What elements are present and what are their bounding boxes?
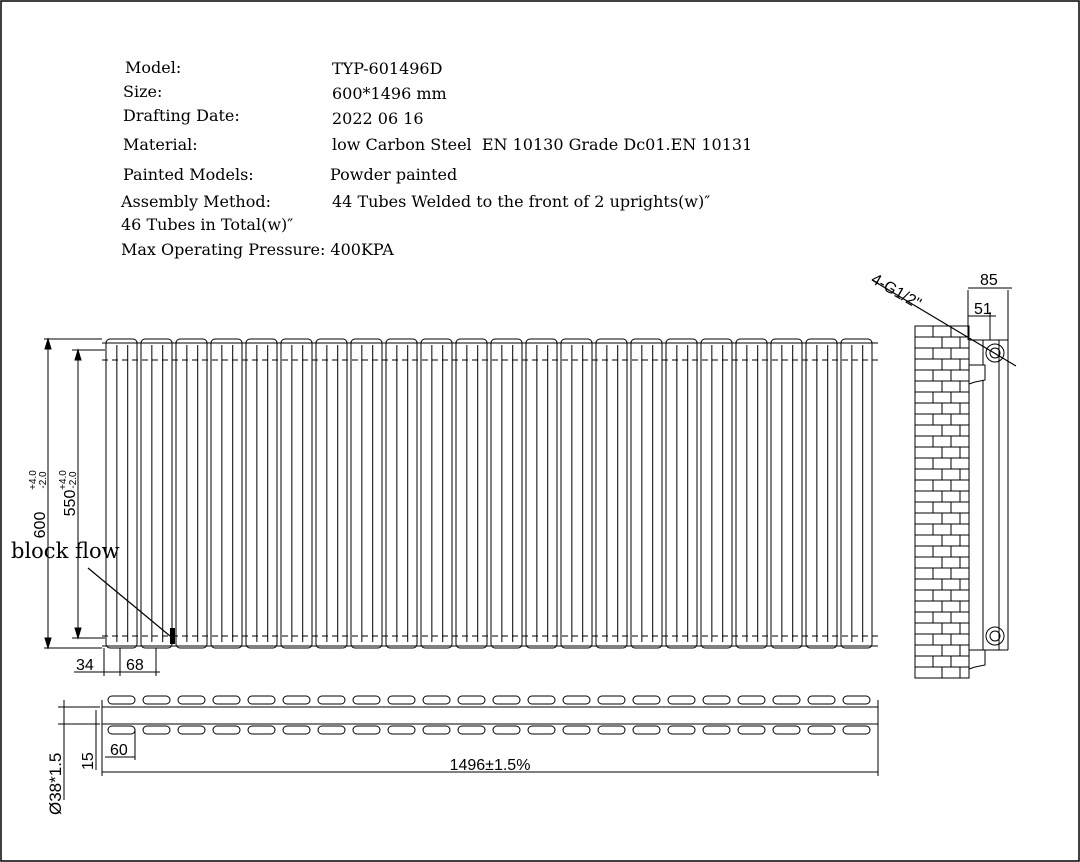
spec-size-label: Size: [123,82,163,101]
height-dim-tol-plus: +4.0 [28,470,39,490]
top-tube [423,726,450,734]
top-tube [843,696,870,704]
spec-max-pressure: Max Operating Pressure: 400KPA [121,240,394,259]
top-tube [703,726,730,734]
front-tube [141,339,172,648]
top-tube [598,726,625,734]
top-tube [773,726,800,734]
top-tube [248,696,275,704]
top-tube [143,696,170,704]
wall-brick-pattern [915,326,969,678]
spec-painted-value: Powder painted [330,165,458,184]
top-tube [563,726,590,734]
center-dim-tol-plus: +4.0 [58,470,69,490]
top-tube [808,726,835,734]
thread-label: 4-G1/2" [868,270,924,313]
center-dim-main: 550 [62,489,79,517]
top-tube [528,726,555,734]
dim-15: 15 [80,752,97,770]
spec-date-label: Drafting Date: [123,106,240,125]
top-tube [423,696,450,704]
top-tube [843,726,870,734]
front-tube [351,339,382,648]
block-flow-marker [170,628,175,644]
top-tube [213,696,240,704]
front-tube [456,339,487,648]
top-tube [703,696,730,704]
spec-model-label: Model: [125,58,182,77]
front-tube [701,339,732,648]
top-tube [563,696,590,704]
top-tube [633,726,660,734]
spec-size-value: 600*1496 mm [332,84,447,103]
top-tube [773,696,800,704]
front-tube [386,339,417,648]
dim-68: 68 [126,657,144,674]
spec-material-value: low Carbon Steel EN 10130 Grade Dc01.EN 10131 [332,135,753,154]
front-tube [561,339,592,648]
spec-material-label: Material: [123,135,198,154]
top-tube [283,696,310,704]
height-dim-tol-minus: -2.0 [38,471,49,489]
front-tube [841,339,872,648]
dim-60: 60 [110,742,128,759]
front-tube [281,339,312,648]
top-view-lines [58,700,878,800]
height-dim-main: 600 [32,511,49,539]
spec-assembly-value: 44 Tubes Welded to the front of 2 uprights(w)″ [332,192,711,211]
top-tube [318,726,345,734]
top-tube [738,696,765,704]
front-tube [106,339,137,648]
dim-85: 85 [980,272,998,289]
top-tube [143,726,170,734]
front-view-tubes [106,339,872,648]
top-tube [248,726,275,734]
front-tube [631,339,662,648]
top-tube [108,696,135,704]
top-tube [633,696,660,704]
block-flow-label: block flow [11,539,120,563]
top-tube [283,726,310,734]
top-tube [598,696,625,704]
front-tube [666,339,697,648]
front-tube [736,339,767,648]
top-tube [808,696,835,704]
dim-34: 34 [76,657,94,674]
height-dim-label [32,512,49,539]
width-dim: 1496±1.5% [449,757,531,774]
front-view-headers [102,343,878,646]
top-tube [388,726,415,734]
spec-model-value: TYP-601496D [332,59,443,78]
top-view-tubes [108,696,870,734]
front-tube [771,339,802,648]
front-tube [316,339,347,648]
block-flow-leader [88,568,170,636]
top-tube [493,726,520,734]
front-tube [211,339,242,648]
spec-tubes-total: 46 Tubes in Total(w)″ [121,215,294,234]
front-tube [526,339,557,648]
front-tube [421,339,452,648]
dim-51: 51 [974,301,992,318]
top-tube [353,726,380,734]
top-tube [178,696,205,704]
top-tube [388,696,415,704]
top-tube [493,696,520,704]
top-tube [318,696,345,704]
top-tube [458,726,485,734]
center-dim-tol-minus: -2.0 [68,471,79,489]
top-tube [178,726,205,734]
tube-dia-dim: Ø38*1.5 [46,752,65,815]
top-tube [528,696,555,704]
spec-date-value: 2022 06 16 [332,109,424,128]
front-tube [491,339,522,648]
front-tube [806,339,837,648]
side-view [915,288,1012,678]
spec-assembly-label: Assembly Method: [121,192,271,211]
spec-painted-label: Painted Models: [123,165,254,184]
top-tube [213,726,240,734]
top-tube [668,726,695,734]
top-tube [353,696,380,704]
front-tube [246,339,277,648]
top-tube [738,726,765,734]
front-tube [596,339,627,648]
top-tube [668,696,695,704]
front-tube [176,339,207,648]
top-tube [458,696,485,704]
top-tube [108,726,135,734]
